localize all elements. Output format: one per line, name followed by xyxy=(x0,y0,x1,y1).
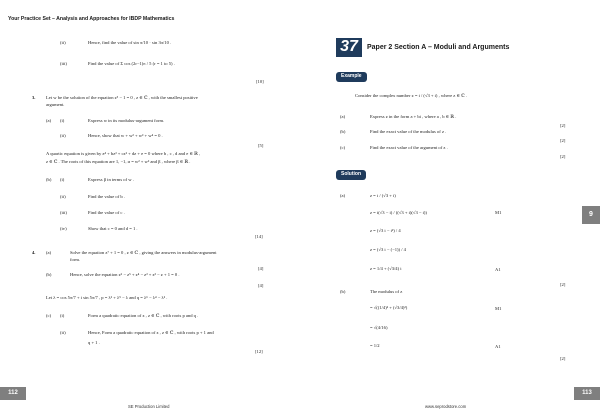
solution-b-step3: = √(4/16) xyxy=(370,325,388,330)
q4-c-i-number: (i) xyxy=(60,313,65,318)
q3-b-iv-number: (iv) xyxy=(60,226,67,231)
q3-b-i-text: Express β in terms of w . xyxy=(88,177,134,182)
q3-a-label: (a) xyxy=(46,118,52,123)
q4-a-label: (a) xyxy=(46,250,52,255)
solution-b-step2: = √((1/4)² + (√3/4)²) xyxy=(370,305,408,310)
q4-c-ii-text-line2: q + 1 . xyxy=(88,340,100,345)
solution-a-step4: z = (√3 i − (−1)) / 4 xyxy=(370,247,406,252)
q4-a-text-line1: Solve the equation z⁷ + 1 = 0 , z ∈ ℂ , giving the answers in modulus-argument xyxy=(70,250,217,255)
q3-b-label: (b) xyxy=(46,177,52,182)
q4-number: 4. xyxy=(32,250,36,255)
q3-a-ii-number: (ii) xyxy=(60,133,66,138)
chapter-side-tab: 9 xyxy=(582,206,600,224)
solution-badge: Solution xyxy=(336,170,366,180)
q2-iii-text: Find the value of Σ cos (2r−1)π / 5 (r = 1 to 5) . xyxy=(88,61,175,66)
q4-c-i-text: Form a quadratic equation of z , z ∈ ℂ , with roots p and q . xyxy=(88,313,199,318)
website-footer: www.seprodstore.com xyxy=(425,404,467,409)
example-c-label: (c) xyxy=(340,145,346,150)
example-stem: Consider the complex number z = i / (√3 + i) , where z ∈ ℂ . xyxy=(355,93,467,98)
left-page-number: 112 xyxy=(0,387,26,400)
q4-c-ii-text-line1: Hence, Form a quadratic equation of z , z ∈ ℂ , with roots p + 1 and xyxy=(88,330,214,335)
example-b-marks: [2] xyxy=(560,138,566,143)
example-c-marks: [2] xyxy=(560,154,566,159)
q4-a-text-line2: form. xyxy=(70,257,81,262)
q3-b-ii-text: Find the value of b . xyxy=(88,194,125,199)
q3-a-i-text: Express w in its modulus-argument form. xyxy=(88,118,165,123)
q3-quartic-line2: z ∈ ℂ . The roots of this equation are 1, −1, α = w² + w³ and β , where β ∈ ℝ . xyxy=(46,159,191,164)
solution-a-mark-m1: M1 xyxy=(495,210,502,215)
example-a-text: Express z in the form a + bi , where a , b ∈ ℝ . xyxy=(370,114,457,119)
solution-b-mark-a1: A1 xyxy=(495,344,501,349)
q3-quartic-line1: A quartic equation is given by z⁴ + bz³ + cz² + dz + e = 0 where b , c , d and e ∈ ℝ , xyxy=(46,151,201,156)
chapter-title: Paper 2 Section A – Moduli and Arguments xyxy=(367,44,510,51)
q3-a-marks: [5] xyxy=(258,143,264,148)
solution-a-marks: [2] xyxy=(560,282,566,287)
example-a-marks: [2] xyxy=(560,123,566,128)
q4-c-marks: [12] xyxy=(255,349,263,354)
q2-ii-number: (ii) xyxy=(60,40,66,45)
example-badge: Example xyxy=(336,72,367,82)
q2-ii-text: Hence, find the value of sin π/10 · sin 3π/10 . xyxy=(88,40,172,45)
solution-b-mark-m1: M1 xyxy=(495,306,502,311)
q2-marks: [10] xyxy=(256,79,264,84)
publisher-footer: SE Production Limited xyxy=(128,404,170,409)
q3-b-iii-number: (iii) xyxy=(60,210,67,215)
q4-c-ii-number: (ii) xyxy=(60,330,66,335)
q4-b-text: Hence, solve the equation z⁶ − z⁵ + z⁴ − z³ + z² − z + 1 = 0 . xyxy=(70,272,180,277)
q4-a-marks: [4] xyxy=(258,266,264,271)
q3-number: 3. xyxy=(32,95,36,100)
right-page-number: 113 xyxy=(574,387,600,400)
q3-b-marks: [14] xyxy=(255,234,263,239)
q4-c-label: (c) xyxy=(46,313,52,318)
solution-a-step2: z = i(√3 − i) / ((√3 + i)(√3 − i)) xyxy=(370,210,427,215)
solution-b-step4: = 1/2 xyxy=(370,343,380,348)
solution-a-mark-a1: A1 xyxy=(495,267,501,272)
example-b-label: (b) xyxy=(340,129,346,134)
solution-b-label: (b) xyxy=(340,289,346,294)
q4-b-marks: [4] xyxy=(258,283,264,288)
example-c-text: Find the exact value of the argument of z . xyxy=(370,145,448,150)
solution-b-marks: [2] xyxy=(560,356,566,361)
q4-b-label: (b) xyxy=(46,272,52,277)
solution-b-step1: The modulus of z xyxy=(370,289,403,294)
q3-a-i-number: (i) xyxy=(60,118,65,123)
solution-a-step3: z = (√3 i − i²) / 4 xyxy=(370,228,401,233)
q3-a-ii-text: Hence, show that w + w² + w³ + w⁴ = 0 . xyxy=(88,133,163,138)
q3-b-iii-text: Find the value of c . xyxy=(88,210,125,215)
q3-stem-line2: argument. xyxy=(46,102,65,107)
q3-b-iv-text: Show that c = 0 and d = 1 . xyxy=(88,226,138,231)
q3-stem-line1: Let w be the solution of the equation z⁵ − 1 = 0 , z ∈ ℂ , with the smallest positive xyxy=(46,95,198,100)
solution-a-label: (a) xyxy=(340,193,346,198)
q3-b-ii-number: (ii) xyxy=(60,194,66,199)
chapter-number: 37 xyxy=(336,38,362,57)
q4-let-statement: Let λ = cos 5π/7 + i sin 5π/7 , p = λ³ + λ⁵ − λ and q = λ⁶ − λ⁴ − λ² . xyxy=(46,295,168,300)
example-b-text: Find the exact value of the modulus of z . xyxy=(370,129,447,134)
book-title: Your Practice Set – Analysis and Approaches for IBDP Mathematics xyxy=(8,16,175,22)
solution-a-step5: z = 1/4 + (√3/4) i xyxy=(370,266,402,271)
q2-iii-number: (iii) xyxy=(60,61,67,66)
q3-b-i-number: (i) xyxy=(60,177,65,182)
example-a-label: (a) xyxy=(340,114,346,119)
solution-a-step1: z = i / (√3 + i) xyxy=(370,193,396,198)
